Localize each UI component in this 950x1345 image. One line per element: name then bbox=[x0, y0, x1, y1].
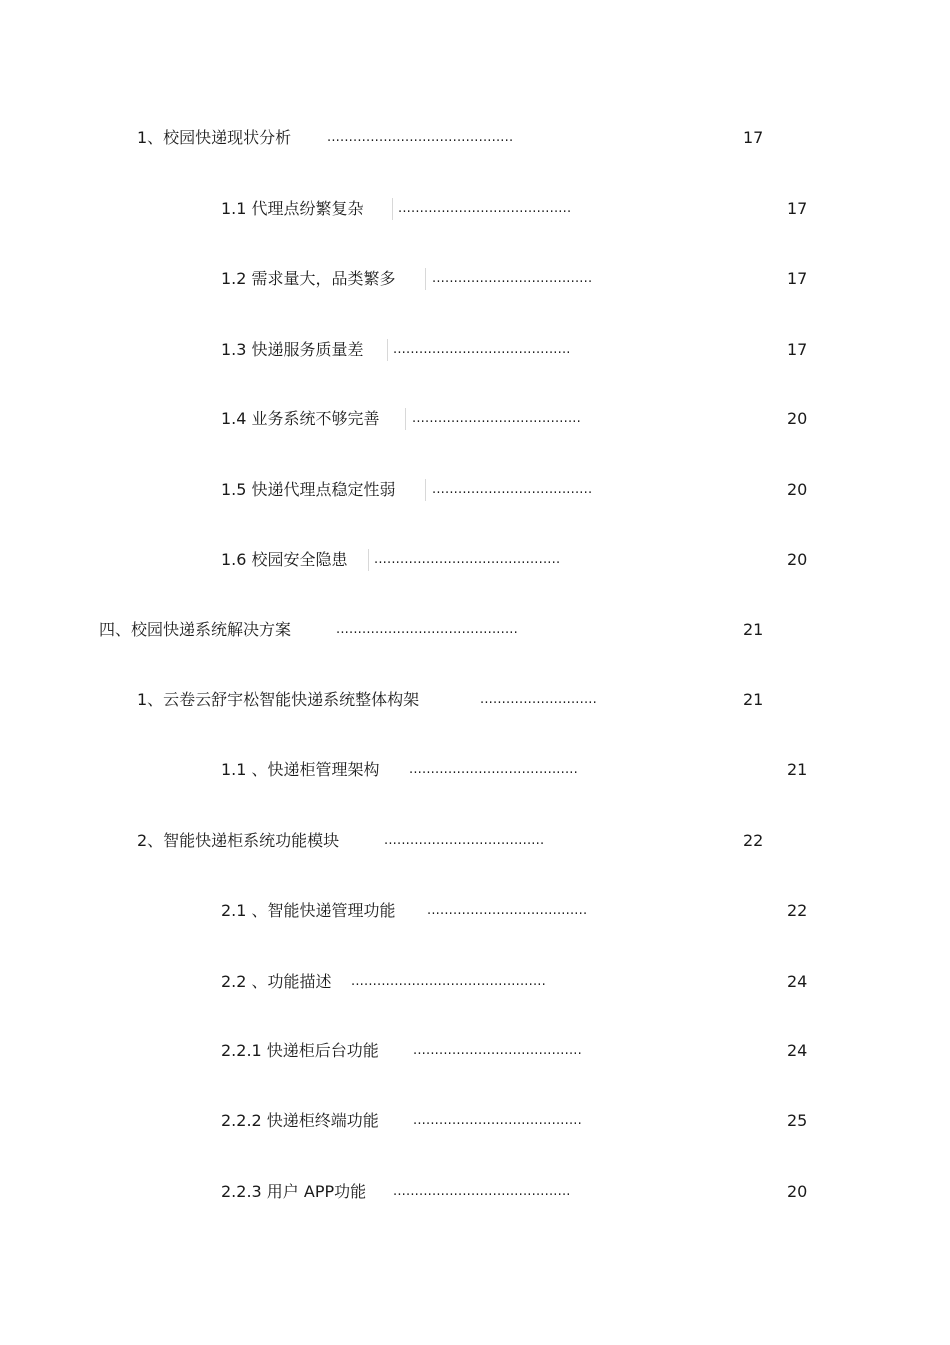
toc-separator bbox=[425, 479, 426, 501]
toc-entry-label: 2.2 、功能描述 bbox=[221, 972, 332, 991]
toc-entry-label: 2.2.1 快递柜后台功能 bbox=[221, 1041, 379, 1060]
toc-leader-dots: ....................................... bbox=[409, 762, 578, 777]
toc-entry-level3[interactable] bbox=[0, 899, 950, 923]
toc-leader-dots: ........................................... bbox=[374, 552, 561, 567]
toc-leader-dots: ....................................... bbox=[413, 1113, 582, 1128]
toc-entry-level4[interactable] bbox=[0, 1109, 950, 1133]
toc-entry-level2[interactable] bbox=[0, 126, 950, 150]
toc-separator bbox=[405, 408, 406, 430]
toc-page-number: 21 bbox=[743, 690, 764, 709]
toc-leader-dots: ............................................. bbox=[351, 974, 546, 989]
toc-page-number: 22 bbox=[787, 901, 808, 920]
toc-page-number: 17 bbox=[787, 340, 808, 359]
toc-page-number: 21 bbox=[787, 760, 808, 779]
toc-entry-label: 1.6 校园安全隐患 bbox=[221, 550, 348, 569]
toc-leader-dots: ........................................... bbox=[327, 130, 514, 145]
toc-page-number: 20 bbox=[787, 550, 808, 569]
toc-entry-label: 1、校园快递现状分析 bbox=[137, 128, 292, 147]
toc-entry-level3[interactable] bbox=[0, 197, 950, 221]
toc-page-number: 20 bbox=[787, 480, 808, 499]
toc-entry-label: 2.2.3 用户 APP功能 bbox=[221, 1182, 367, 1201]
toc-entry-label: 1.1 、快递柜管理架构 bbox=[221, 760, 380, 779]
toc-entry-level3[interactable] bbox=[0, 478, 950, 502]
toc-entry-level3[interactable] bbox=[0, 267, 950, 291]
toc-entry-level4[interactable] bbox=[0, 1180, 950, 1204]
toc-page-number: 25 bbox=[787, 1111, 808, 1130]
toc-page-number: 22 bbox=[743, 831, 764, 850]
toc-entry-level2[interactable] bbox=[0, 688, 950, 712]
toc-entry-label: 1.5 快递代理点稳定性弱 bbox=[221, 480, 396, 499]
toc-entry-label: 1.3 快递服务质量差 bbox=[221, 340, 364, 359]
toc-entry-label: 四、校园快递系统解决方案 bbox=[99, 620, 292, 639]
toc-leader-dots: ....................................... bbox=[413, 1043, 582, 1058]
toc-page-number: 17 bbox=[787, 199, 808, 218]
toc-entry-label: 2.2.2 快递柜终端功能 bbox=[221, 1111, 379, 1130]
toc-separator bbox=[368, 549, 369, 571]
toc-page-number: 24 bbox=[787, 972, 808, 991]
toc-entry-level3[interactable] bbox=[0, 407, 950, 431]
toc-entry-level3[interactable] bbox=[0, 548, 950, 572]
toc-leader-dots: ..................................... bbox=[384, 833, 545, 848]
toc-leader-dots: ..................................... bbox=[432, 271, 593, 286]
toc-page-number: 17 bbox=[743, 128, 764, 147]
toc-leader-dots: ..................................... bbox=[427, 903, 588, 918]
toc-entry-label: 1.4 业务系统不够完善 bbox=[221, 409, 380, 428]
toc-leader-dots: ..................................... bbox=[432, 482, 593, 497]
toc-entry-level1[interactable] bbox=[0, 618, 950, 642]
toc-leader-dots: ......................................... bbox=[393, 1184, 571, 1199]
toc-page-number: 21 bbox=[743, 620, 764, 639]
toc-entry-label: 1、云卷云舒宇松智能快递系统整体构架 bbox=[137, 690, 420, 709]
toc-entry-level2[interactable] bbox=[0, 829, 950, 853]
toc-leader-dots: .......................................... bbox=[336, 622, 518, 637]
toc-separator bbox=[392, 198, 393, 220]
toc-page-number: 24 bbox=[787, 1041, 808, 1060]
toc-leader-dots: ........................................ bbox=[398, 201, 572, 216]
toc-entry-label: 1.1 代理点纷繁复杂 bbox=[221, 199, 364, 218]
toc-entry-label: 2、智能快递柜系统功能模块 bbox=[137, 831, 340, 850]
toc-page-number: 17 bbox=[787, 269, 808, 288]
toc-leader-dots: ....................................... bbox=[412, 411, 581, 426]
toc-entry-label: 1.2 需求量大，品类繁多 bbox=[221, 269, 396, 288]
toc-entry-level3[interactable] bbox=[0, 758, 950, 782]
toc-page-number: 20 bbox=[787, 1182, 808, 1201]
toc-entry-level3[interactable] bbox=[0, 970, 950, 994]
toc-separator bbox=[425, 268, 426, 290]
toc-leader-dots: ........................... bbox=[480, 692, 597, 707]
toc-page-number: 20 bbox=[787, 409, 808, 428]
toc-entry-label: 2.1 、智能快递管理功能 bbox=[221, 901, 396, 920]
toc-leader-dots: ......................................... bbox=[393, 342, 571, 357]
toc-separator bbox=[387, 339, 388, 361]
toc-entry-level3[interactable] bbox=[0, 338, 950, 362]
toc-entry-level4[interactable] bbox=[0, 1039, 950, 1063]
